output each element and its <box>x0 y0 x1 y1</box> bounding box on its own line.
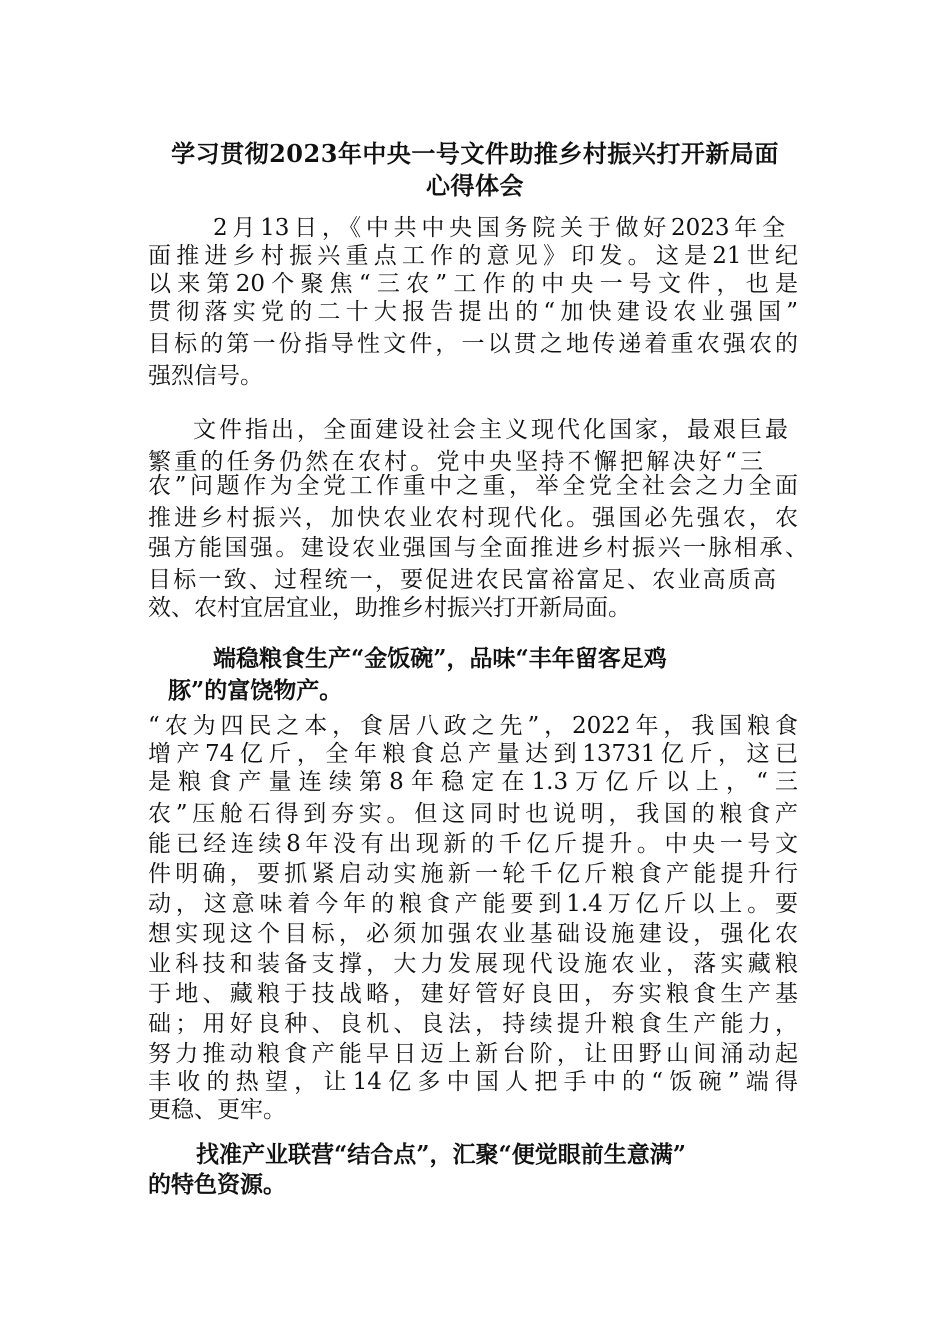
document-title-line-1: 学习贯彻2023年中央一号文件助推乡村振兴打开新局面 <box>171 139 779 168</box>
paragraph-line: 推进乡村振兴，加快农业农村现代化。强国必先强农，农 <box>148 505 798 531</box>
heading-line: 的特色资源。 <box>148 1171 286 1198</box>
paragraph-line: 丰收的热望，让14亿多中国人把手中的“饭碗”端得 <box>148 1069 798 1095</box>
paragraph-line: 是粮食产量连续第8年稳定在1.3万亿斤以上，“三 <box>148 769 798 795</box>
paragraph-line: 努力推动粮食产能早日迈上新台阶，让田野山间涌动起 <box>148 1041 798 1067</box>
heading-line: 端稳粮食生产“金饭碗”，品味“丰年留客足鸡 <box>213 645 667 672</box>
paragraph-line: “农为四民之本，食居八政之先”，2022年，我国粮食 <box>148 713 798 739</box>
paragraph-line: 件明确，要抓紧启动实施新一轮千亿斤粮食产能提升行 <box>148 861 798 887</box>
paragraph-line: 农”压舱石得到夯实。但这同时也说明，我国的粮食产 <box>148 801 798 827</box>
paragraph-line: 业科技和装备支撑，大力发展现代设施农业，落实藏粮 <box>148 951 798 977</box>
paragraph-line: 文件指出，全面建设社会主义现代化国家，最艰巨最 <box>193 417 788 443</box>
document-title-line-2: 心得体会 <box>426 171 524 200</box>
paragraph-line: 想实现这个目标，必须加强农业基础设施建设，强化农 <box>148 921 798 947</box>
heading-line: 找准产业联营“结合点”，汇聚“便觉眼前生意满” <box>196 1141 686 1168</box>
paragraph-line: 目标的第一份指导性文件，一以贯之地传递着重农强农的 <box>148 331 798 357</box>
paragraph-line: 目标一致、过程统一，要促进农民富裕富足、农业高质高 <box>148 567 776 593</box>
heading-line: 豚”的富饶物产。 <box>168 677 343 704</box>
paragraph-line: 强方能国强。建设农业强国与全面推进乡村振兴一脉相承、 <box>148 535 808 561</box>
paragraph-line: 强烈信号。 <box>148 363 263 389</box>
paragraph-line: 贯彻落实党的二十大报告提出的“加快建设农业强国” <box>148 299 798 325</box>
paragraph-line: 于地、藏粮于技战略，建好管好良田，夯实粮食生产基 <box>148 981 798 1007</box>
paragraph-line: 繁重的任务仍然在农村。党中央坚持不懈把解决好“三 <box>148 449 763 475</box>
paragraph-line: 增产74亿斤，全年粮食总产量达到13731亿斤，这已 <box>148 741 798 767</box>
paragraph-line: 动，这意味着今年的粮食产能要到1.4万亿斤以上。要 <box>148 891 798 917</box>
paragraph-line: 能已经连续8年没有出现新的千亿斤提升。中央一号文 <box>148 831 798 857</box>
paragraph-line: 农”问题作为全党工作重中之重，举全党全社会之力全面 <box>148 473 798 499</box>
paragraph-line: 更稳、更牢。 <box>148 1097 286 1123</box>
paragraph-line: 础；用好良种、良机、良法，持续提升粮食生产能力， <box>148 1011 798 1037</box>
paragraph-line: 2月13日，《中共中央国务院关于做好2023年全 <box>213 215 785 241</box>
paragraph-line: 以来第20个聚焦“三农”工作的中央一号文件，也是 <box>148 271 798 297</box>
paragraph-line: 效、农村宜居宜业，助推乡村振兴打开新局面。 <box>148 595 631 621</box>
paragraph-line: 面推进乡村振兴重点工作的意见》印发。这是21世纪 <box>148 243 798 269</box>
